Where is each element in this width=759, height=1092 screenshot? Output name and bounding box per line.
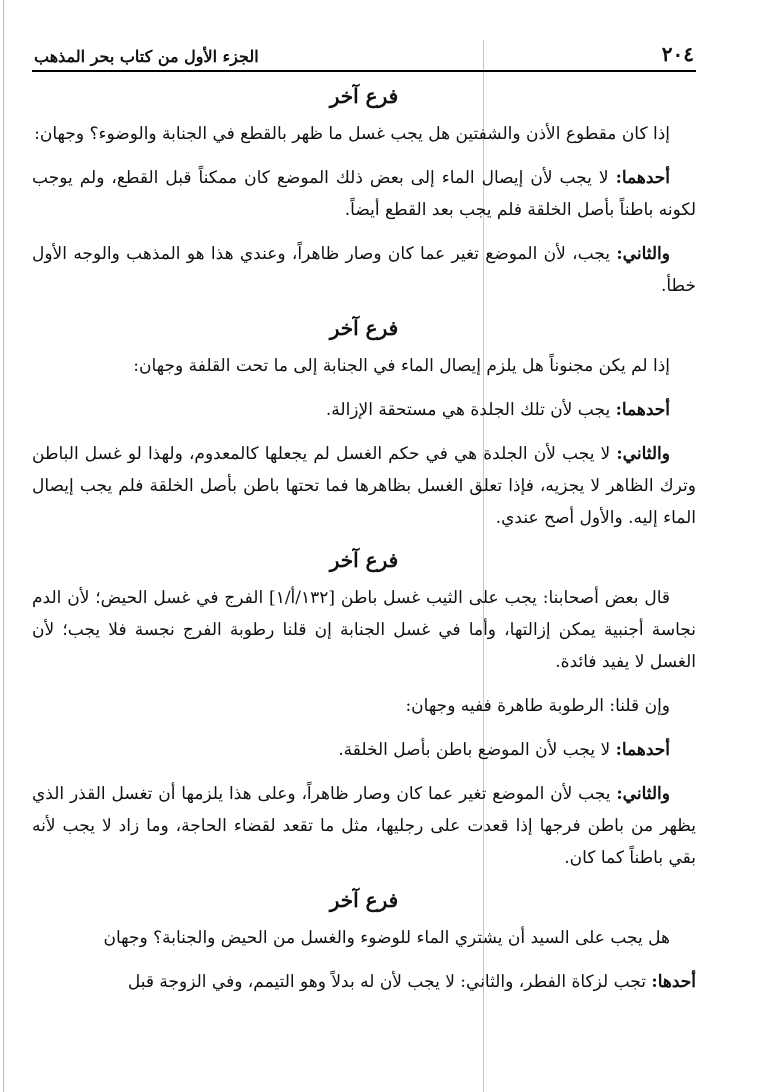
paragraph [32,690,696,722]
paragraph [32,238,696,302]
paragraph [32,734,696,766]
paragraph-lead: والثاني: [616,244,670,264]
section-3 [32,548,696,874]
paragraph-text: يجب لأن تلك الجلدة هي مستحقة الإزالة. [325,400,616,420]
section-heading: فرع آخر [329,888,399,912]
paragraph [32,582,696,678]
section-heading: فرع آخر [329,316,399,340]
paragraph-lead: والثاني: [616,444,670,464]
paragraph-text: لا يجب لأن الجلدة هي في حكم الغسل لم يجعلها كالمعدوم، ولهذا لو غسل الباطن وترك الظاهر لا يجزيه، فإذا تعلق الغسل بظاهرها فما تحتها باطن بأصل الخلقة فلم يجب إيصال الماء إليه. والأول أصح عندي. [32,444,697,528]
paragraph [32,394,696,426]
paragraph [32,922,696,954]
paragraph-text: تجب لزكاة الفطر، والثاني: لا يجب لأن له بدلاً وهو التيمم، وفي الزوجة قبل [127,972,652,992]
paragraph-lead: أحدهما: [615,740,670,760]
paragraph [32,118,696,150]
paragraph-lead: والثاني: [616,784,670,804]
paragraph [32,966,696,998]
paragraph-text: لا يجب لأن الموضع باطن بأصل الخلقة. [338,740,616,760]
paragraph-text: وإن قلنا: الرطوبة طاهرة ففيه وجهان: [405,696,670,716]
page-number: ٢٠٤ [661,42,694,66]
paragraph-text: قال بعض أصحابنا: يجب على الثيب غسل باطن [١٣٢/أ/١] الفرج في غسل الحيض؛ لأن الدم نجاسة أجنبية يمكن إزالتها، وأما في غسل الجنابة إن قلنا رطوبة الفرج نجسة فلا يجب؛ لأن الغسل لا يفيد فائدة. [32,588,696,672]
section-2 [32,316,696,534]
page-edge-line [3,0,4,1092]
section-4 [32,888,696,998]
paragraph-lead: أحدهما: [615,168,670,188]
document-page [32,36,696,1086]
paragraph [32,350,696,382]
paragraph [32,438,696,534]
running-head [32,36,696,72]
paragraph-text: إذا كان مقطوع الأذن والشفتين هل يجب غسل ما ظهر بالقطع في الجنابة والوضوء؟ وجهان: [34,124,670,144]
section-heading: فرع آخر [329,84,399,108]
paragraph-text: يجب، لأن الموضع تغير عما كان وصار ظاهراً، وعندي هذا هو المذهب والوجه الأول خطأ. [32,244,696,296]
paragraph-lead: أحدها: [651,972,696,992]
paragraph-text: هل يجب على السيد أن يشتري الماء للوضوء والغسل من الحيض والجنابة؟ وجهان [103,928,670,948]
paragraph [32,162,696,226]
section-heading: فرع آخر [329,548,399,572]
paragraph-text: لا يجب لأن إيصال الماء إلى بعض ذلك الموضع كان ممكناً قبل القطع، ولم يوجب لكونه باطناً بأصل الخلقة فلم يجب بعد القطع أيضاً. [32,168,696,220]
book-title: الجزء الأول من كتاب بحر المذهب [34,47,259,66]
section-1 [32,84,696,302]
paragraph-text: يجب لأن الموضع تغير عما كان وصار ظاهراً، وعلى هذا يلزمها أن تغسل القذر الذي يظهر من باطن فرجها إذا قعدت على رجليها، مثل ما تقعد لقضاء الحاجة، وما زاد لا يجب لأنه بقي باطناً كما كان. [32,784,696,868]
paragraph [32,778,696,874]
paragraph-lead: أحدهما: [615,400,670,420]
paragraph-text: إذا لم يكن مجنوناً هل يلزم إيصال الماء في الجنابة إلى ما تحت القلفة وجهان: [133,356,670,376]
